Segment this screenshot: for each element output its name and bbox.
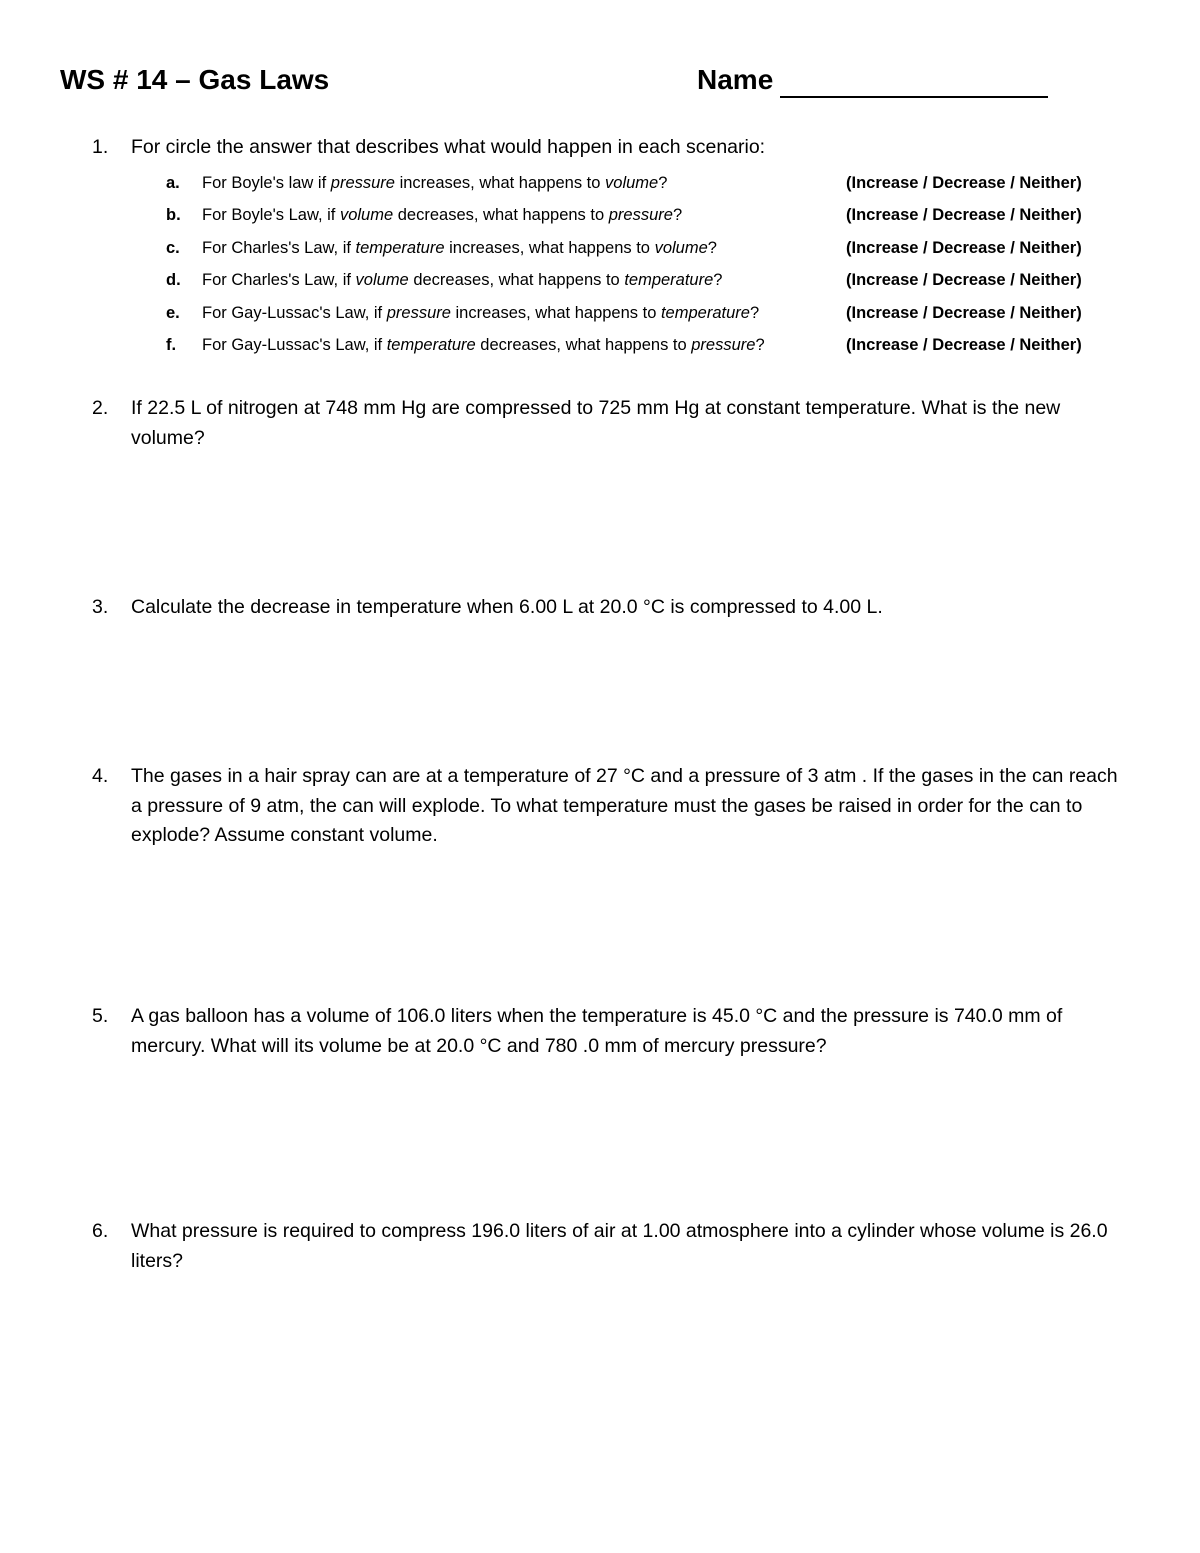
question-number: 1. [92,136,109,158]
answer-options[interactable]: (Increase / Decrease / Neither) [846,304,1082,322]
sub-letter: d. [166,271,181,289]
question-number: 3. [92,596,109,618]
question-4 [92,762,1132,851]
sub-text: For Gay-Lussac's Law, if temperature decreases, what happens to pressure? [202,336,765,354]
worksheet-title: WS # 14 – Gas Laws [60,64,330,95]
answer-options[interactable]: (Increase / Decrease / Neither) [846,206,1082,224]
answer-options[interactable]: (Increase / Decrease / Neither) [846,239,1082,257]
answer-options[interactable]: (Increase / Decrease / Neither) [846,271,1082,289]
answer-options[interactable]: (Increase / Decrease / Neither) [846,336,1082,354]
sub-text: For Boyle's law if pressure increases, what happens to volume? [202,174,668,192]
question-5 [92,1002,1132,1061]
sub-text: For Boyle's Law, if volume decreases, what happens to pressure? [202,206,683,224]
name-blank-line[interactable] [780,96,1048,98]
question-number: 4. [92,765,109,787]
sub-letter: e. [166,304,180,322]
question-text: The gases in a hair spray can are at a temperature of 27 °C and a pressure of 3 atm . If the gases in the can reach a pressure of 9 atm, the can will explode. To what temperature must the gases be raised in order for the can to explode? Assume constant volume. [131,765,1118,846]
question-number: 2. [92,397,109,419]
sub-letter: b. [166,206,181,224]
question-2 [92,394,1132,453]
question-text: If 22.5 L of nitrogen at 748 mm Hg are compressed to 725 mm Hg at constant temperature. What is the new volume? [131,397,1061,449]
sub-text: For Charles's Law, if temperature increases, what happens to volume? [202,239,717,257]
sub-letter: c. [166,239,180,257]
question-text: What pressure is required to compress 196.0 liters of air at 1.00 atmosphere into a cylinder whose volume is 26.0 liters? [131,1220,1108,1272]
sub-text: For Charles's Law, if volume decreases, what happens to temperature? [202,271,723,289]
sub-letter: f. [166,336,177,354]
question-6 [92,1217,1132,1276]
question-text: For circle the answer that describes what would happen in each scenario: [131,136,766,158]
question-text: Calculate the decrease in temperature when 6.00 L at 20.0 °C is compressed to 4.00 L. [131,596,883,618]
answer-options[interactable]: (Increase / Decrease / Neither) [846,174,1082,192]
question-3 [92,593,1132,623]
question-1 [92,133,1132,163]
question-number: 5. [92,1005,109,1027]
question-number: 6. [92,1220,109,1242]
sub-letter: a. [166,174,180,192]
question-text: A gas balloon has a volume of 106.0 liters when the temperature is 45.0 °C and the pressure is 740.0 mm of mercury. What will its volume be at 20.0 °C and 780 .0 mm of mercury pressure? [131,1005,1063,1057]
name-label: Name [697,64,774,95]
sub-text: For Gay-Lussac's Law, if pressure increases, what happens to temperature? [202,304,760,322]
